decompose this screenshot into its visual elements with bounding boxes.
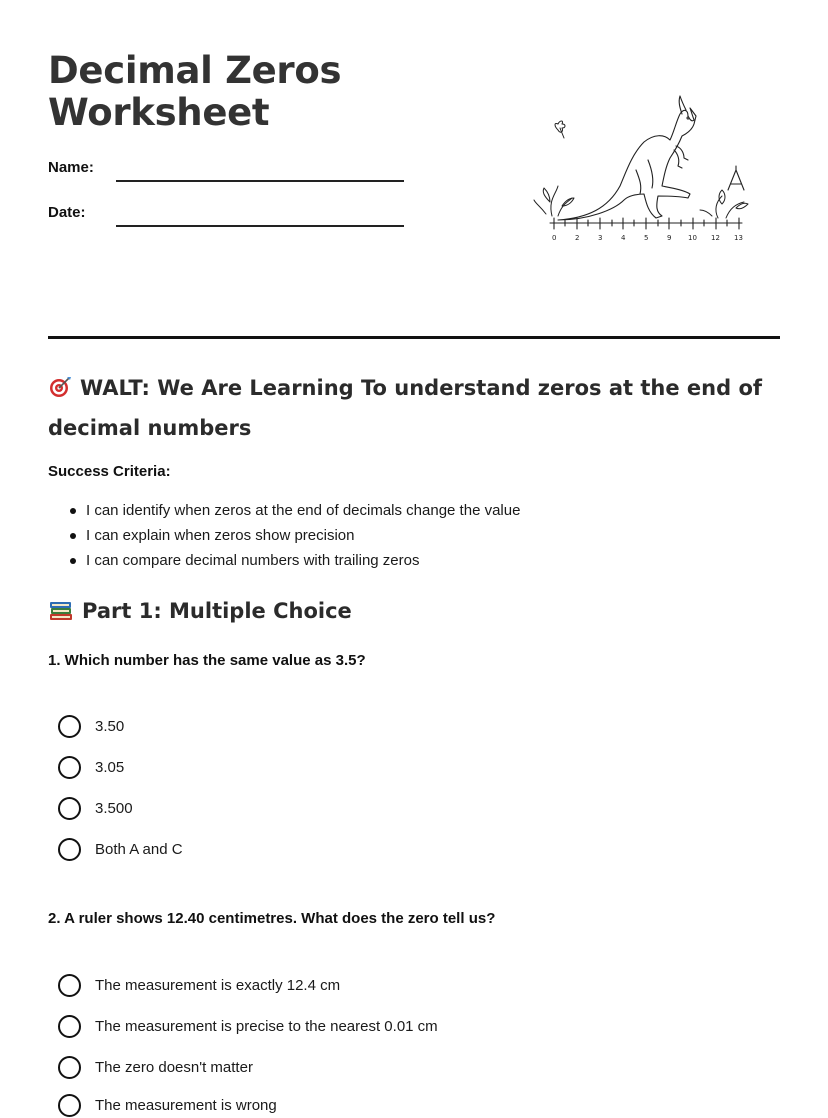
- q2-option-d[interactable]: [58, 1093, 277, 1117]
- title-line-2: Worksheet: [48, 91, 270, 134]
- option-label: The zero doesn't matter: [95, 1058, 253, 1076]
- books-icon: [48, 597, 74, 633]
- success-criteria-label: Success Criteria:: [48, 463, 171, 480]
- radio-button[interactable]: [58, 797, 81, 820]
- date-field[interactable]: [116, 225, 404, 227]
- svg-text:5: 5: [644, 234, 649, 242]
- q1-option-b[interactable]: [58, 755, 124, 779]
- radio-button[interactable]: [58, 838, 81, 861]
- date-label: Date:: [48, 204, 86, 221]
- criteria-item: I can identify when zeros at the end of decimals change the value: [68, 498, 520, 523]
- target-icon: [48, 374, 72, 410]
- criteria-item: I can explain when zeros show precision: [68, 523, 520, 548]
- question-2: 2. A ruler shows 12.40 centimetres. What does the zero tell us?: [48, 910, 496, 927]
- svg-text:0: 0: [552, 234, 557, 242]
- option-label: Both A and C: [95, 840, 183, 858]
- svg-text:13: 13: [734, 234, 743, 242]
- svg-text:4: 4: [621, 234, 626, 242]
- q2-option-c[interactable]: [58, 1055, 253, 1079]
- svg-text:12: 12: [711, 234, 720, 242]
- radio-button[interactable]: [58, 1056, 81, 1079]
- part1-heading: [48, 593, 352, 633]
- option-label: The measurement is exactly 12.4 cm: [95, 976, 341, 994]
- part1-heading-text: Part 1: Multiple Choice: [82, 599, 352, 623]
- radio-button[interactable]: [58, 1015, 81, 1038]
- kangaroo-ruler-illustration: [528, 90, 750, 246]
- option-label: 3.50: [95, 717, 125, 735]
- title-line-1: Decimal Zeros: [48, 49, 342, 92]
- option-label: 3.500: [95, 799, 133, 817]
- walt-heading-line-1: WALT: We Are Learning To understand zeros at the end of: [80, 376, 763, 400]
- radio-button[interactable]: [58, 715, 81, 738]
- q1-option-c[interactable]: [58, 796, 133, 820]
- svg-text:10: 10: [688, 234, 697, 242]
- q2-option-b[interactable]: [58, 1014, 438, 1038]
- q2-option-a[interactable]: [58, 973, 340, 997]
- option-label: 3.05: [95, 758, 125, 776]
- radio-button[interactable]: [58, 756, 81, 779]
- worksheet-title: [48, 50, 341, 134]
- walt-heading: [48, 370, 788, 446]
- q1-option-d[interactable]: [58, 837, 183, 861]
- option-label: The measurement is precise to the nearest 0.01 cm: [95, 1017, 438, 1035]
- option-label: The measurement is wrong: [95, 1096, 277, 1114]
- criteria-item: I can compare decimal numbers with trailing zeros: [68, 548, 520, 573]
- svg-text:2: 2: [575, 234, 580, 242]
- q1-option-a[interactable]: [58, 714, 124, 738]
- name-label: Name:: [48, 159, 94, 176]
- walt-heading-line-2: decimal numbers: [48, 416, 252, 440]
- svg-text:3: 3: [598, 234, 603, 242]
- radio-button[interactable]: [58, 1094, 81, 1117]
- svg-text:9: 9: [667, 234, 672, 242]
- name-field[interactable]: [116, 180, 404, 182]
- success-criteria-list: [68, 498, 520, 573]
- radio-button[interactable]: [58, 974, 81, 997]
- section-divider: [48, 336, 780, 339]
- question-1: 1. Which number has the same value as 3.5?: [48, 652, 366, 669]
